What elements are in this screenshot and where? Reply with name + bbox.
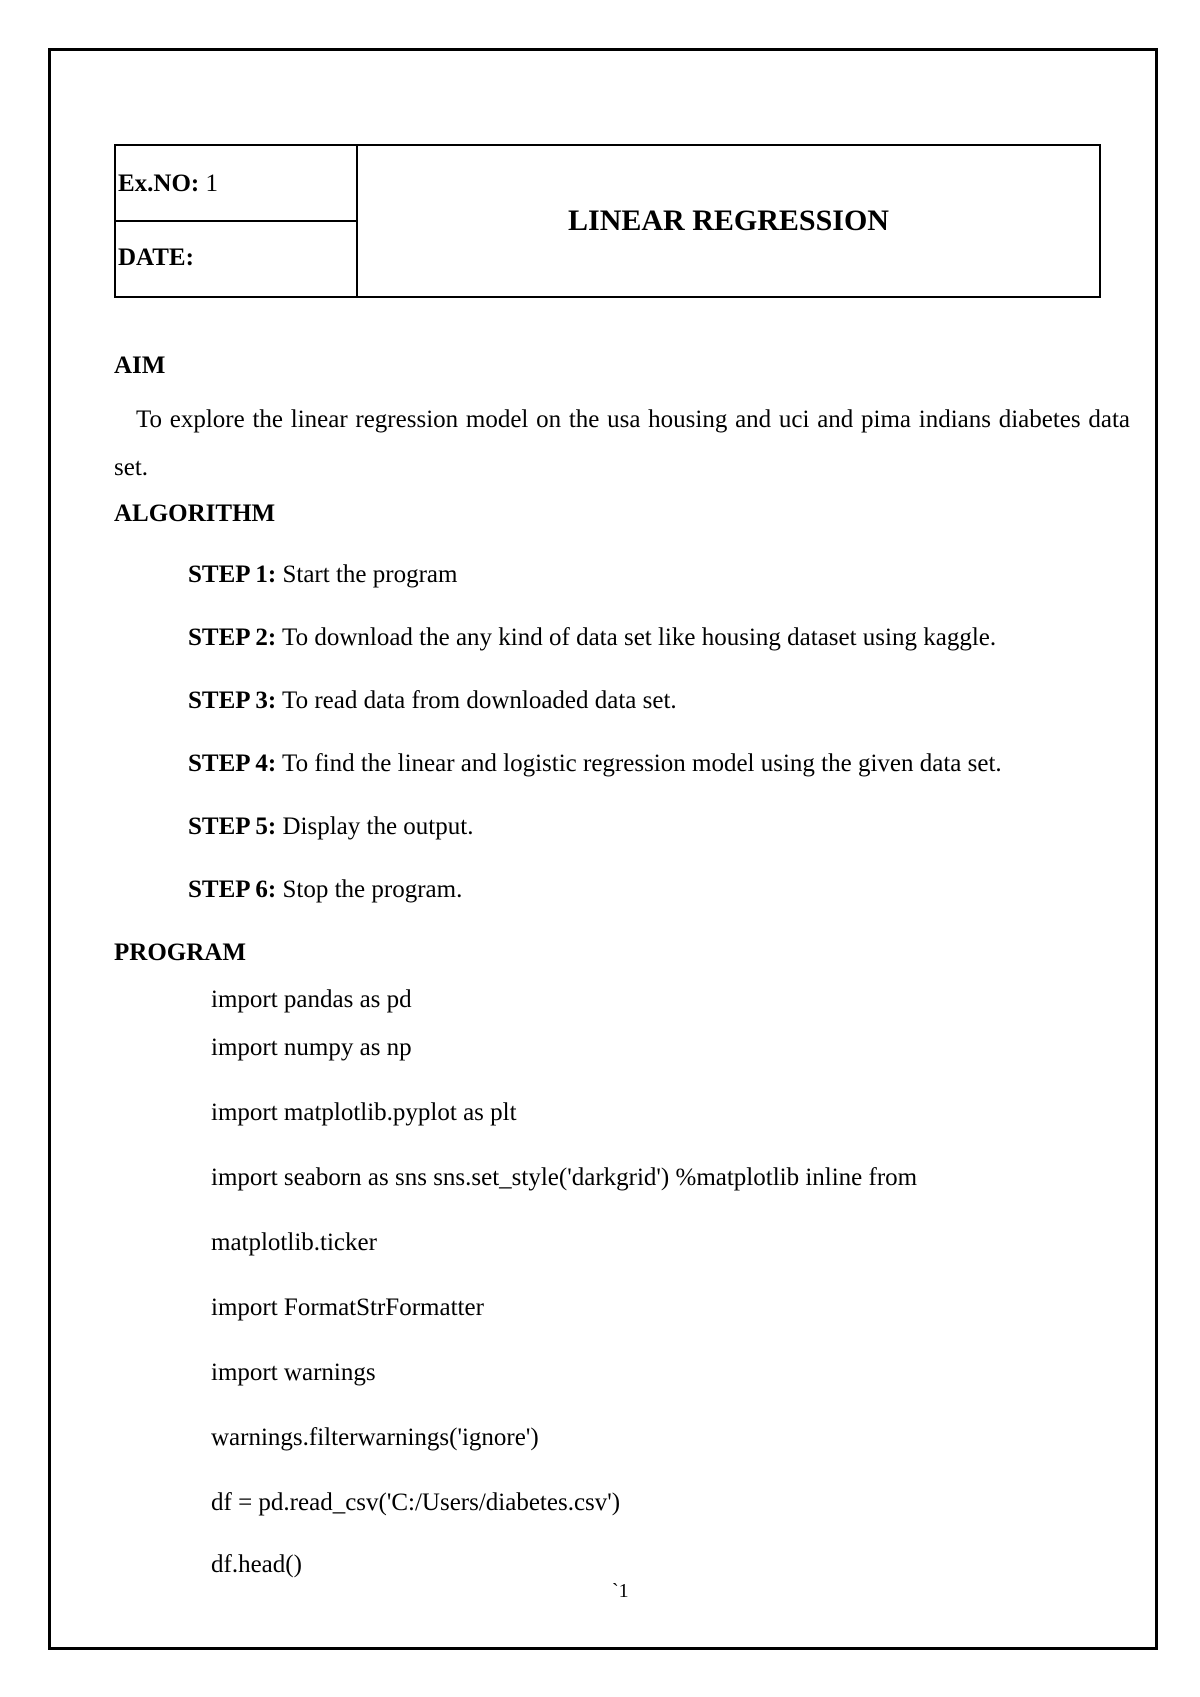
date-cell — [116, 222, 356, 296]
step-text: Start the program — [282, 561, 458, 588]
code-line: df.head() — [211, 1551, 302, 1578]
date-label: DATE: — [118, 244, 194, 271]
step-text: Stop the program. — [282, 876, 463, 903]
exno-value: 1 — [205, 170, 218, 197]
algorithm-step — [188, 750, 1002, 778]
header-table — [114, 144, 1101, 298]
code-line: import numpy as np — [211, 1034, 412, 1061]
aim-heading: AIM — [114, 352, 166, 379]
code-line: matplotlib.ticker — [211, 1229, 377, 1256]
step-text: To read data from downloaded data set. — [282, 687, 677, 714]
code-line: import seaborn as sns sns.set_style('darkgrid') %matplotlib inline from — [211, 1164, 918, 1191]
code-line: df = pd.read_csv('C:/Users/diabetes.csv') — [211, 1489, 621, 1516]
algorithm-step — [188, 876, 462, 904]
code-line: import pandas as pd — [211, 986, 412, 1013]
exno-cell — [116, 146, 356, 222]
step-label: STEP 4: — [188, 750, 277, 777]
code-line: warnings.filterwarnings('ignore') — [211, 1424, 539, 1451]
step-text: Display the output. — [282, 813, 474, 840]
code-line: import matplotlib.pyplot as plt — [211, 1099, 517, 1126]
step-label: STEP 1: — [188, 561, 277, 588]
algorithm-step — [188, 813, 473, 841]
step-label: STEP 6: — [188, 876, 277, 903]
algorithm-heading: ALGORITHM — [114, 500, 276, 527]
algorithm-step — [188, 561, 457, 589]
exno-label: Ex.NO: — [118, 170, 200, 197]
algorithm-step — [188, 687, 677, 715]
step-label: STEP 3: — [188, 687, 277, 714]
page-number: `1 — [612, 1580, 629, 1602]
step-text: To download the any kind of data set like housing dataset using kaggle. — [282, 624, 997, 651]
aim-text: To explore the linear regression model on the usa housing and uci and pima indians diabetes data set. — [114, 406, 1130, 481]
step-label: STEP 2: — [188, 624, 277, 651]
header-left-column — [116, 146, 358, 296]
code-line: import warnings — [211, 1359, 376, 1386]
step-label: STEP 5: — [188, 813, 277, 840]
page-title: LINEAR REGRESSION — [568, 204, 889, 237]
code-line: import FormatStrFormatter — [211, 1294, 484, 1321]
algorithm-step — [188, 624, 996, 652]
program-heading: PROGRAM — [114, 939, 246, 966]
step-text: To find the linear and logistic regression model using the given data set. — [282, 750, 1002, 777]
